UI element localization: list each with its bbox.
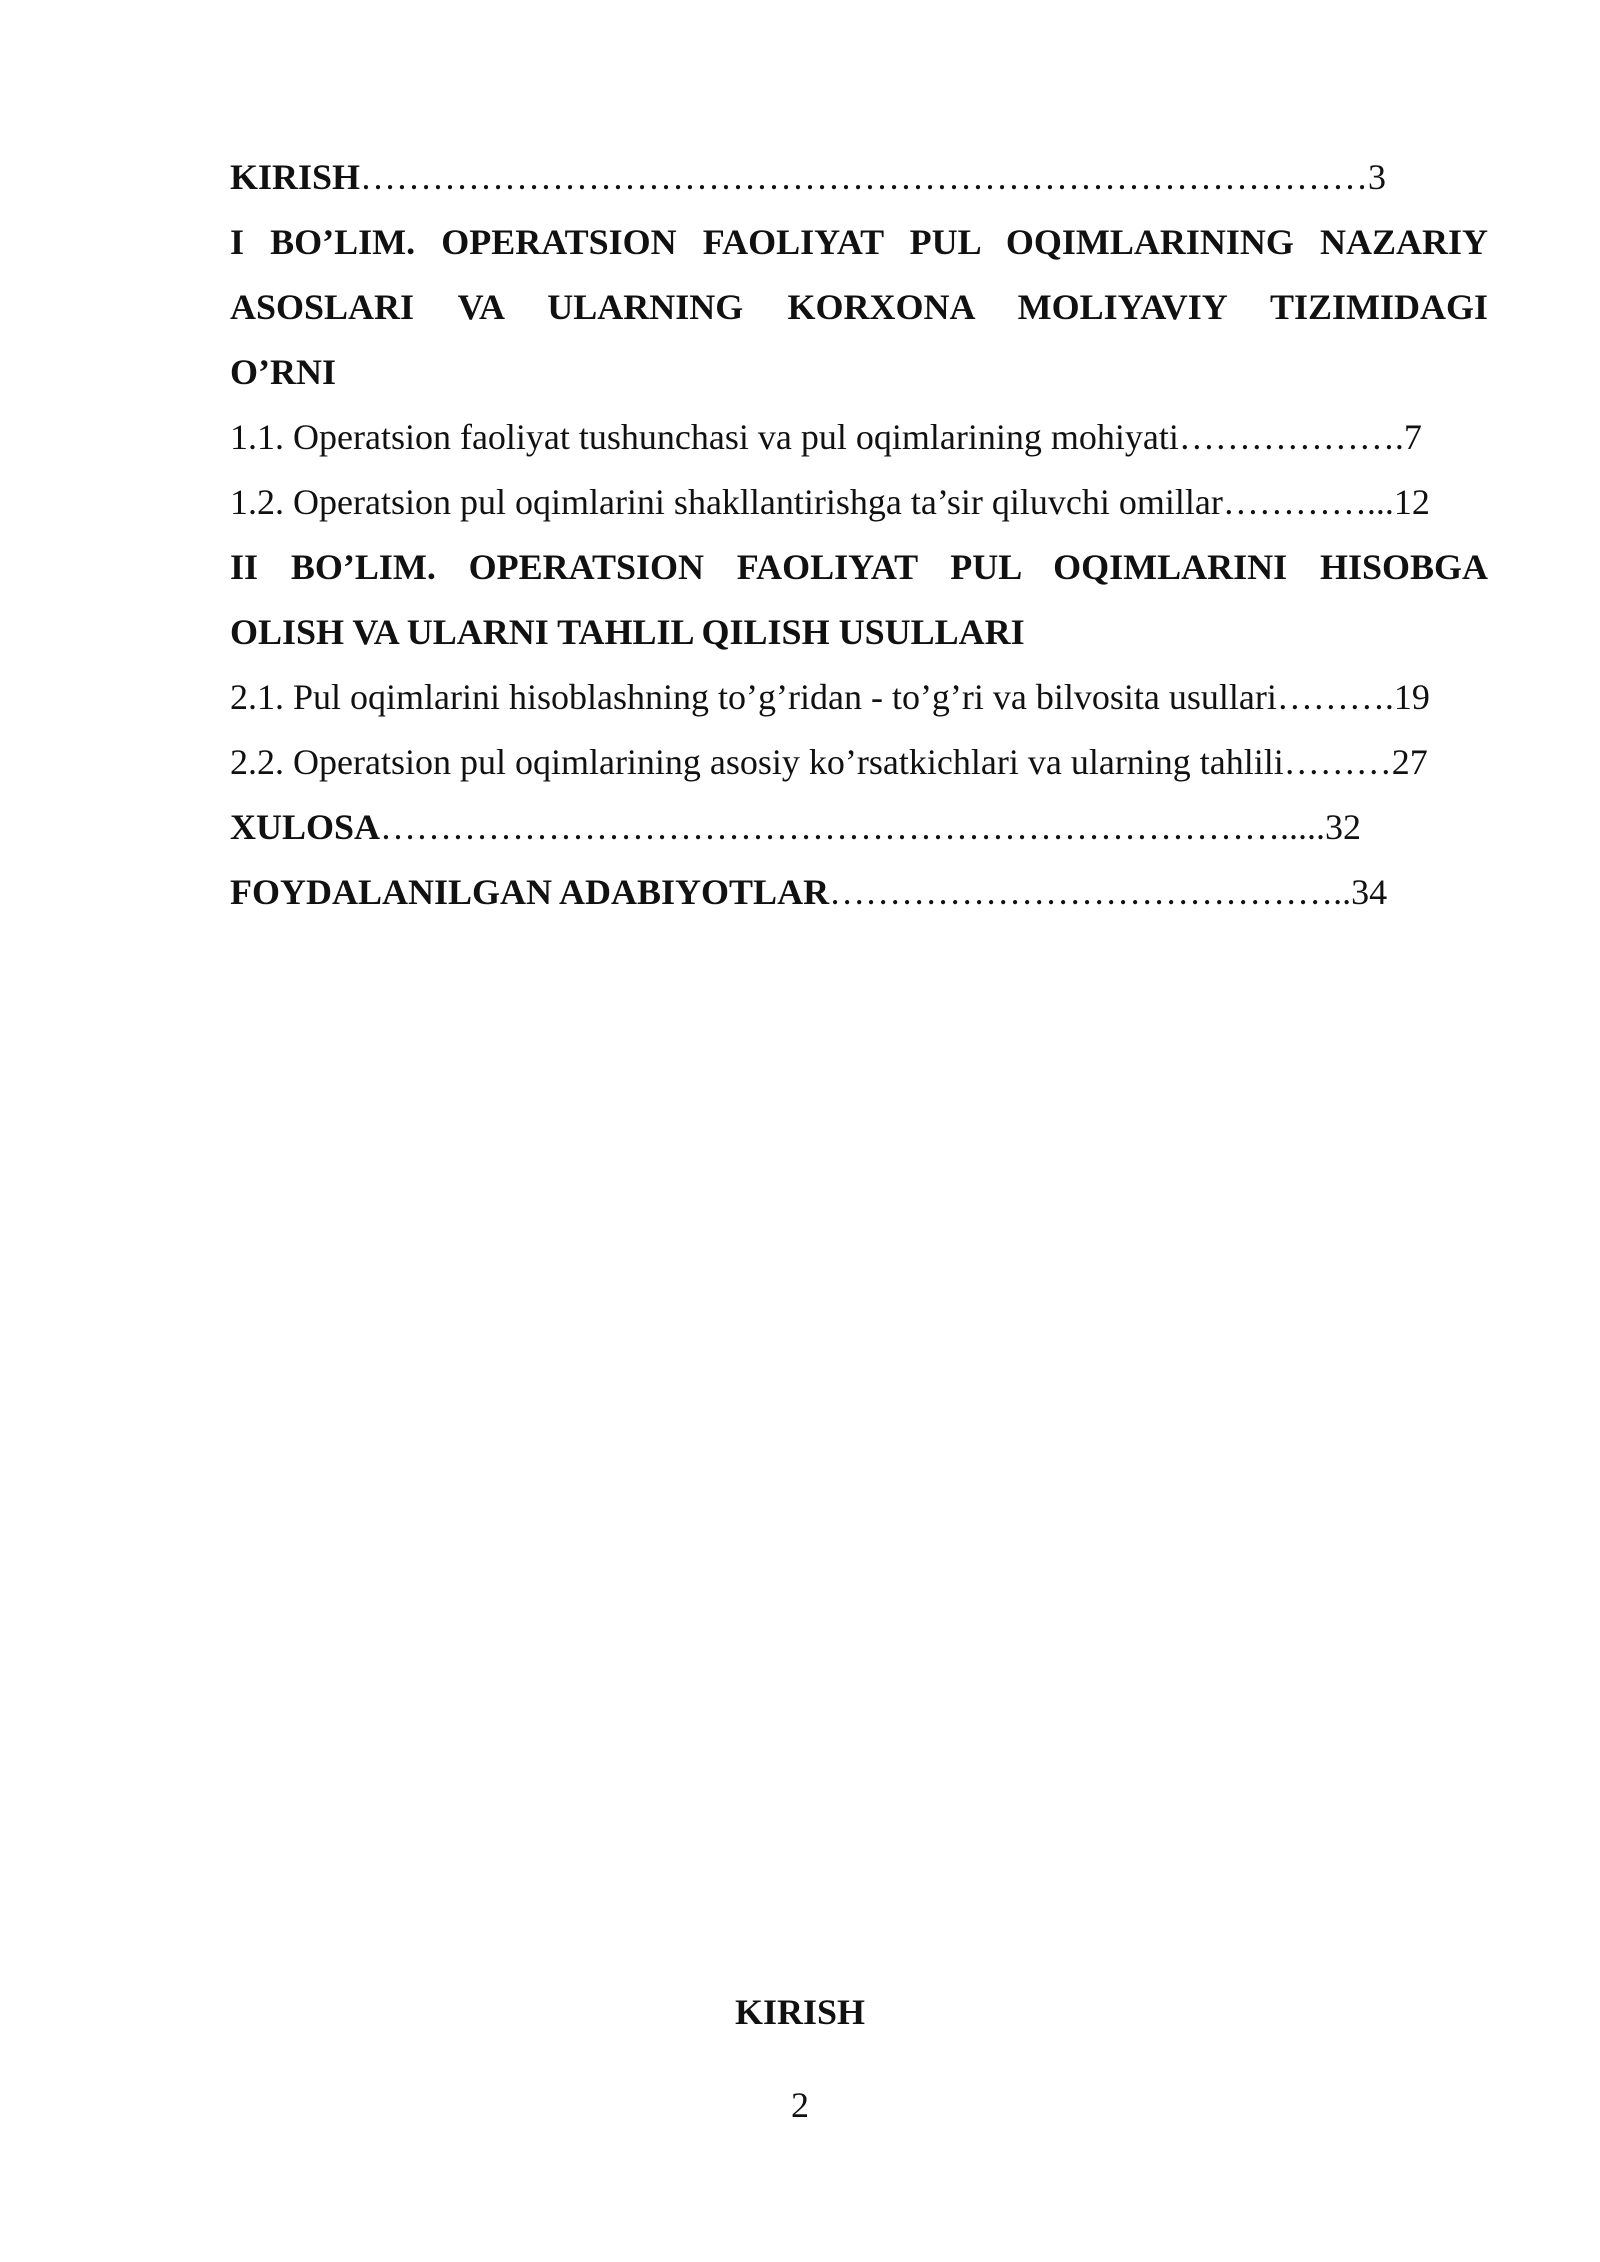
- table-of-contents: [230, 145, 1488, 925]
- toc-entry-title: 1.1. Operatsion faoliyat tushunchasi va pul oqimlarining mohiyati: [230, 417, 1179, 457]
- toc-entry-title: FOYDALANILGAN ADABIYOTLAR: [230, 872, 830, 912]
- toc-entry-adabiyotlar[interactable]: [230, 860, 1488, 925]
- toc-entry-title: KIRISH: [230, 157, 361, 197]
- toc-part-1-line: O’RNI: [230, 352, 336, 392]
- toc-entry-title: XULOSA: [230, 807, 381, 847]
- toc-leader-dots: ………………………………………………………………….....: [380, 807, 1326, 847]
- toc-leader-dots: ……….: [1276, 677, 1394, 717]
- toc-page-number: 12: [1393, 482, 1430, 522]
- toc-page-number: 3: [1368, 157, 1387, 197]
- toc-part-1-heading[interactable]: [230, 210, 1488, 405]
- toc-entry-1-1[interactable]: [230, 405, 1488, 470]
- toc-page-number: 7: [1403, 417, 1422, 457]
- toc-part-1-line: I BO’LIM. OPERATSION FAOLIYAT PUL OQIMLARINING NAZARIY: [230, 222, 1488, 262]
- toc-entry-2-1[interactable]: [230, 665, 1488, 730]
- toc-entry-title: 2.1. Pul oqimlarini hisoblashning to’g’ridan - to’g’ri va bilvosita usullari: [230, 677, 1277, 717]
- page-number: 2: [791, 2085, 809, 2125]
- toc-leader-dots: ………: [1283, 742, 1392, 782]
- toc-leader-dots: ……………….: [1178, 417, 1404, 457]
- toc-entry-title: 2.2. Operatsion pul oqimlarining asosiy ko’rsatkichlari va ularning tahlili: [230, 742, 1284, 782]
- toc-part-1-line: ASOSLARI VA ULARNING KORXONA MOLIYAVIY TIZIMIDAGI: [230, 287, 1488, 327]
- toc-leader-dots: ……………………………………..: [829, 872, 1352, 912]
- toc-entry-2-2[interactable]: [230, 730, 1488, 795]
- toc-page-number: 34: [1351, 872, 1388, 912]
- toc-page-number: 19: [1393, 677, 1430, 717]
- toc-leader-dots: …………...: [1222, 482, 1394, 522]
- toc-part-2-line: II BO’LIM. OPERATSION FAOLIYAT PUL OQIMLARINI HISOBGA: [230, 547, 1488, 587]
- toc-page-number: 32: [1325, 807, 1362, 847]
- toc-part-2-heading[interactable]: [230, 535, 1488, 665]
- toc-part-2-line: OLISH VA ULARNI TAHLIL QILISH USULLARI: [230, 612, 1025, 652]
- toc-page-number: 27: [1391, 742, 1428, 782]
- toc-entry-title: 1.2. Operatsion pul oqimlarini shakllantirishga ta’sir qiluvchi omillar: [230, 482, 1223, 522]
- toc-entry-xulosa[interactable]: [230, 795, 1488, 860]
- toc-entry-kirish[interactable]: [230, 145, 1488, 210]
- toc-entry-1-2[interactable]: [230, 470, 1488, 535]
- toc-leader-dots: …………………………………………………………………………: [360, 157, 1369, 197]
- section-heading-kirish: KIRISH: [734, 1992, 866, 2032]
